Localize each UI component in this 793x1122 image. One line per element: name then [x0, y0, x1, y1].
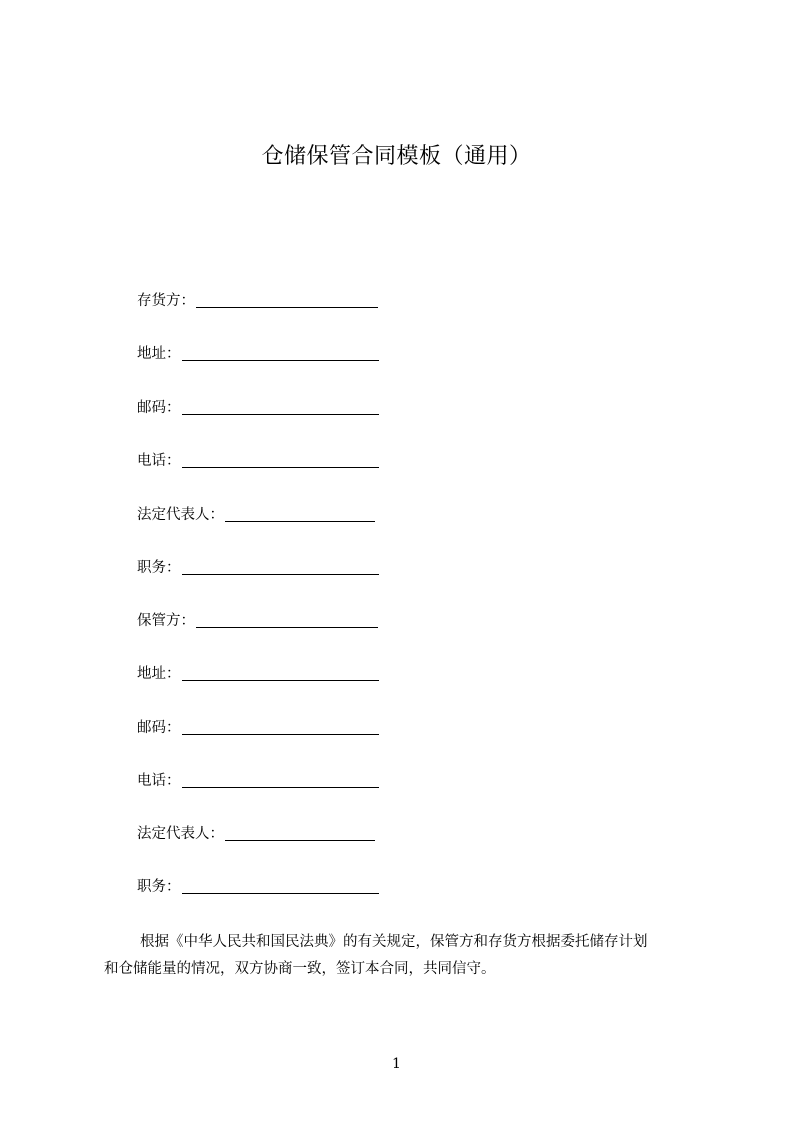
- document-title: 仓储保管合同模板（通用）: [261, 144, 532, 169]
- preamble-line-2: 和仓储能量的情况，双方协商一致，签订本合同，共同信守。: [104, 961, 496, 977]
- custodian-position-field[interactable]: [137, 877, 379, 897]
- field-label: 存货方：: [137, 293, 195, 309]
- fill-in-blank[interactable]: [182, 560, 379, 575]
- field-label: 邮码：: [137, 720, 181, 736]
- field-label: 法定代表人：: [137, 826, 224, 842]
- fill-in-blank[interactable]: [225, 507, 375, 522]
- depositor-postcode-field[interactable]: [137, 398, 379, 418]
- fill-in-blank[interactable]: [182, 720, 379, 735]
- field-label: 邮码：: [137, 400, 181, 416]
- depositor-legal-rep-field[interactable]: [137, 505, 375, 525]
- custodian-legal-rep-field[interactable]: [137, 824, 375, 844]
- fill-in-blank[interactable]: [196, 613, 378, 628]
- field-label: 地址：: [137, 346, 181, 362]
- field-label: 电话：: [137, 773, 181, 789]
- fill-in-blank[interactable]: [182, 879, 379, 894]
- preamble-line-1: 根据《中华人民共和国民法典》的有关规定，保管方和存货方根据委托储存计划: [140, 934, 648, 950]
- field-label: 职务：: [137, 560, 181, 576]
- field-label: 职务：: [137, 879, 181, 895]
- fill-in-blank[interactable]: [182, 773, 379, 788]
- fill-in-blank[interactable]: [182, 400, 379, 415]
- custodian-address-field[interactable]: [137, 664, 379, 684]
- page-number: 1: [392, 1056, 401, 1072]
- fill-in-blank[interactable]: [182, 453, 379, 468]
- depositor-name-field[interactable]: [137, 291, 378, 311]
- depositor-address-field[interactable]: [137, 344, 379, 364]
- preamble-paragraph: [104, 929, 719, 983]
- field-label: 电话：: [137, 453, 181, 469]
- field-label: 法定代表人：: [137, 507, 224, 523]
- depositor-position-field[interactable]: [137, 558, 379, 578]
- depositor-phone-field[interactable]: [137, 451, 379, 471]
- fill-in-blank[interactable]: [196, 293, 378, 308]
- field-label: 地址：: [137, 666, 181, 682]
- fill-in-blank[interactable]: [225, 826, 375, 841]
- field-label: 保管方：: [137, 613, 195, 629]
- custodian-name-field[interactable]: [137, 611, 378, 631]
- custodian-phone-field[interactable]: [137, 771, 379, 791]
- fill-in-blank[interactable]: [182, 346, 379, 361]
- fill-in-blank[interactable]: [182, 666, 379, 681]
- custodian-postcode-field[interactable]: [137, 718, 379, 738]
